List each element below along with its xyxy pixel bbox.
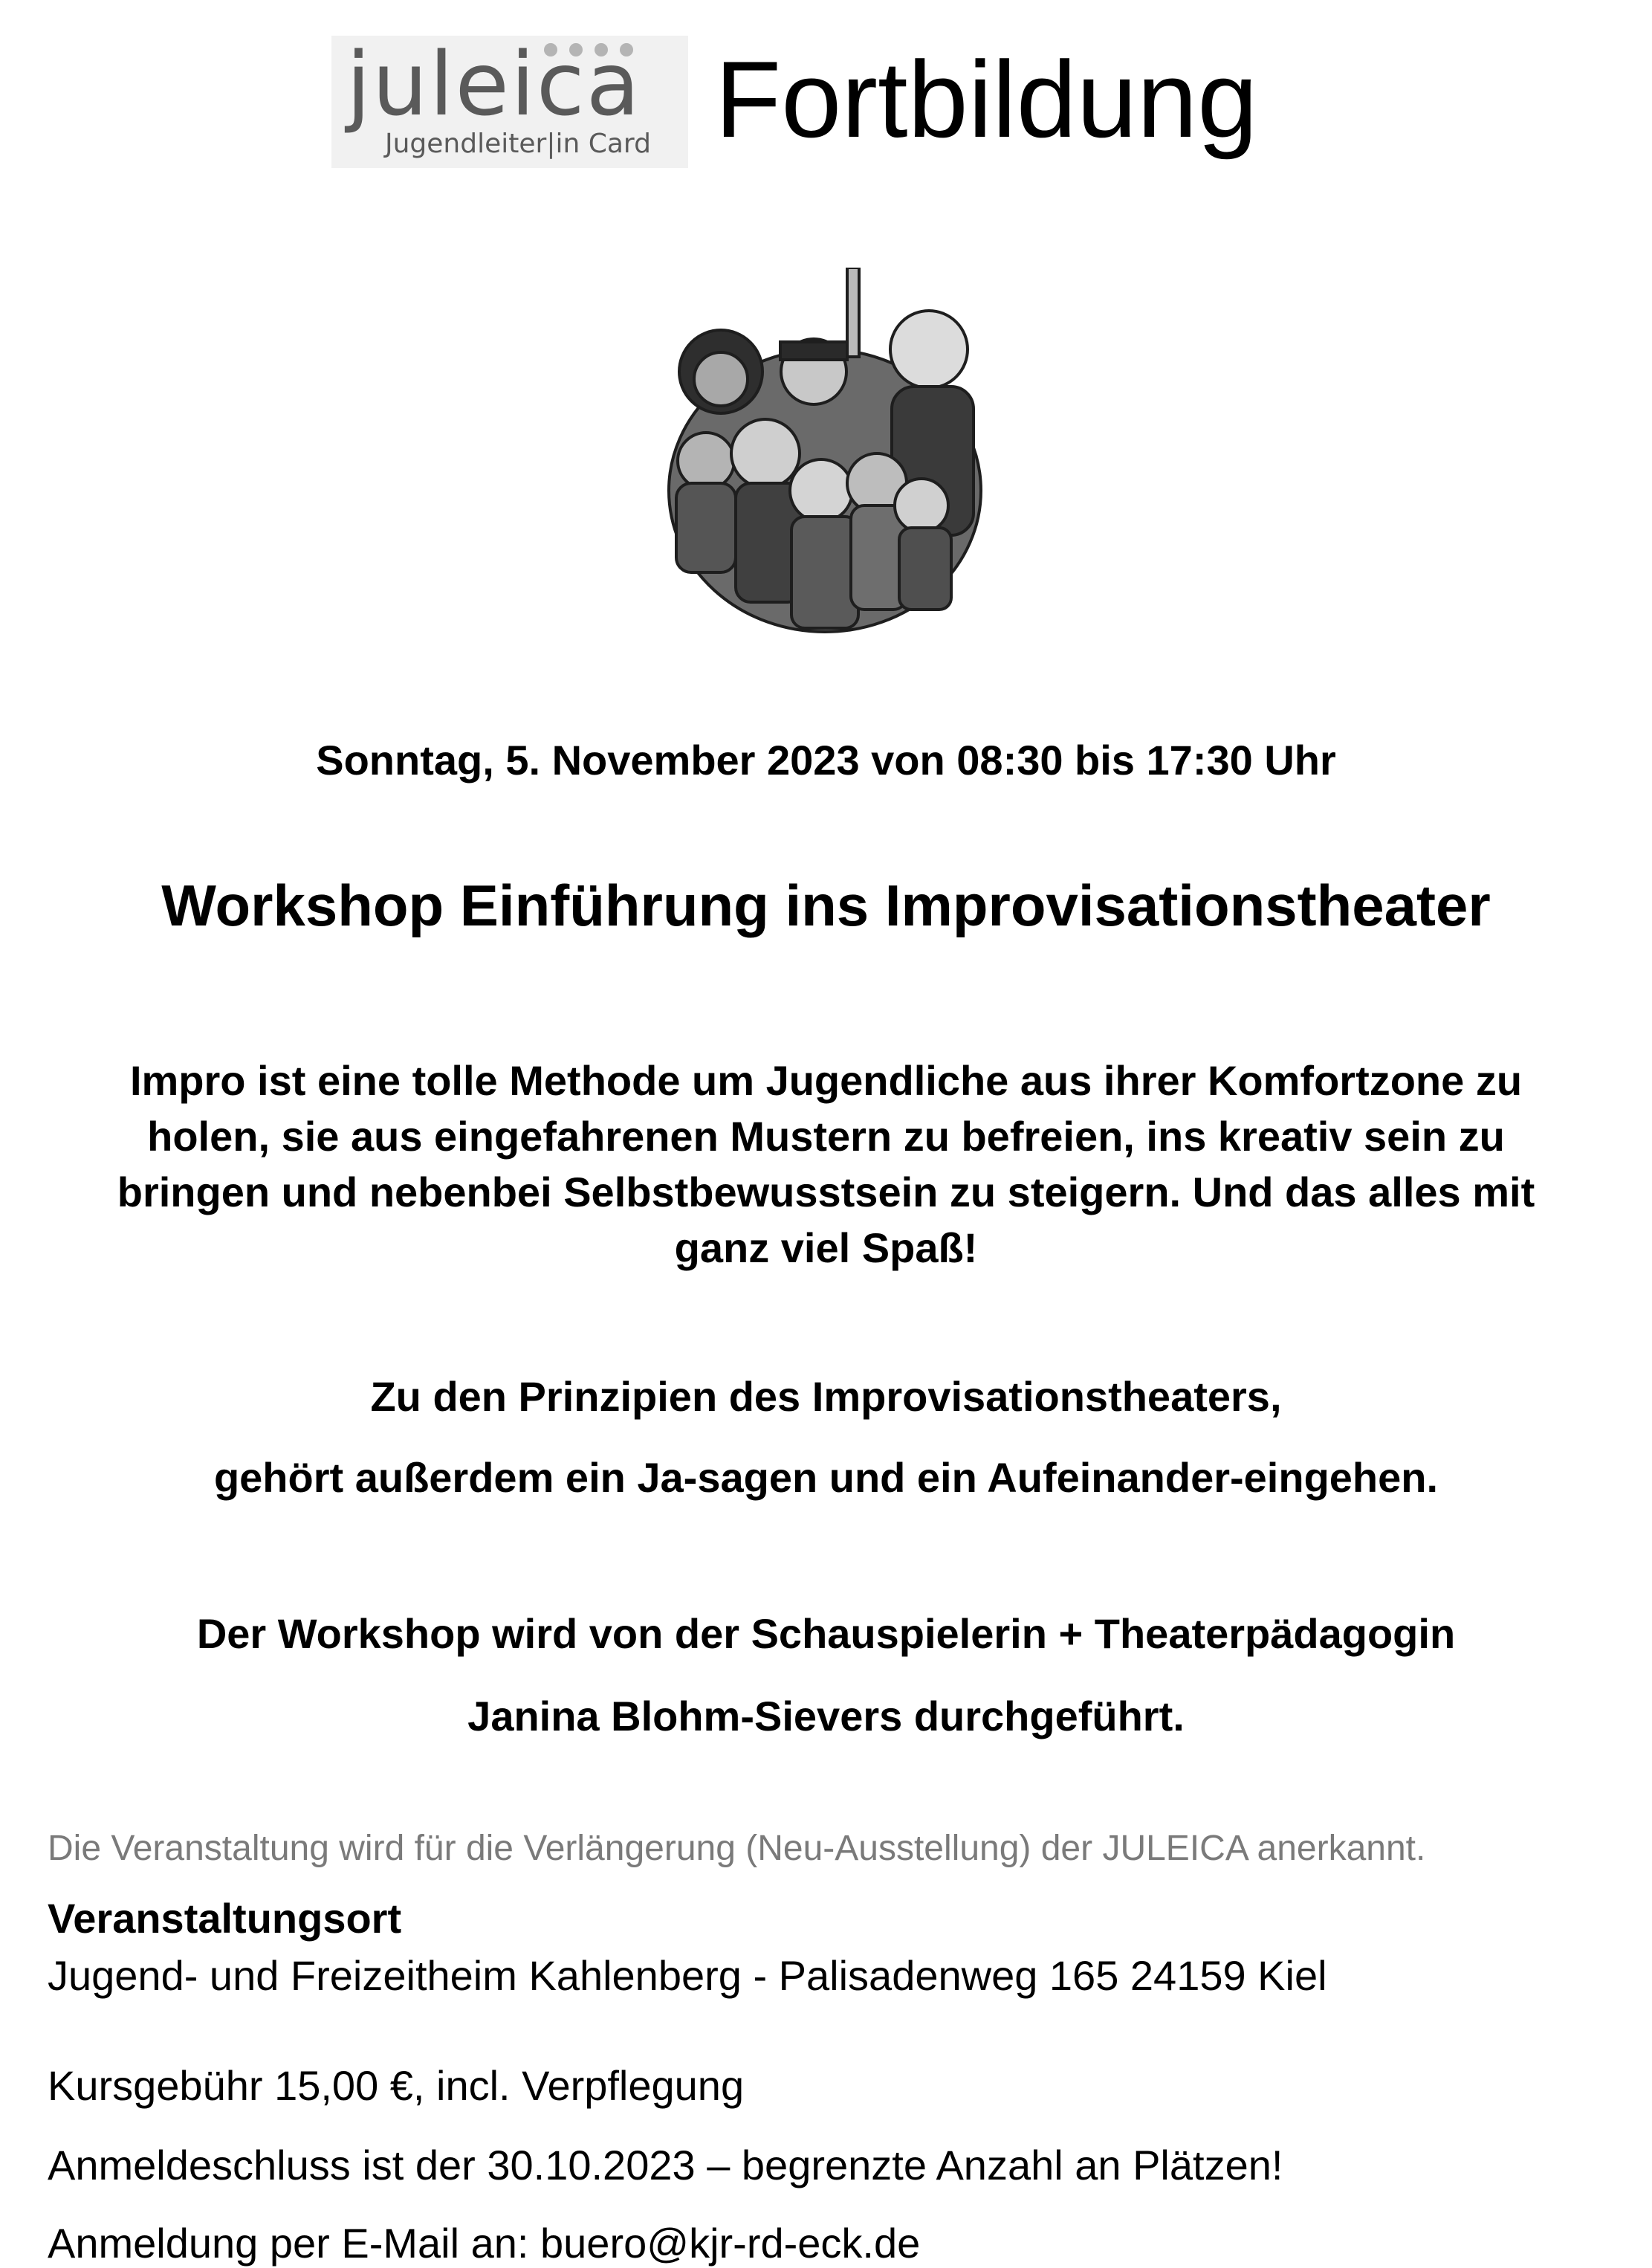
intro-paragraph [45,1053,1607,1276]
event-date: Sonntag, 5. November 2023 von 08:30 bis 17:30 Uhr [316,737,1336,784]
venue-address: Jugend- und Freizeitheim Kahlenberg - Palisadenweg 165 24159 Kiel [48,1952,1327,1999]
theater-group-illustration-icon [654,268,996,647]
intro-line: Impro ist eine tolle Methode um Jugendliche aus ihrer Komfortzone zu [129,1057,1523,1104]
registration-contact: Anmeldung per E-Mail an: buero@kjr-rd-eck.de [48,2220,921,2267]
venue-label: Veranstaltungsort [48,1895,402,1942]
leader-line-2: Janina Blohm-Sievers durchgeführt. [467,1693,1185,1739]
logo-wordmark: juleica [346,33,641,135]
logo-subline: Jugendleiter|in Card [385,129,651,159]
intro-line: bringen und nebenbei Selbstbewusstsein zu steigern. Und das alles mit [117,1169,1535,1215]
intro-line: holen, sie aus eingefahrenen Mustern zu befreien, ins kreativ sein zu [147,1113,1505,1160]
registration-deadline: Anmeldeschluss ist der 30.10.2023 – begrenzte Anzahl an Plätzen! [48,2142,1283,2188]
principles-line-1: Zu den Prinzipien des Improvisationstheaters, [370,1373,1282,1420]
recognition-note: Die Veranstaltung wird für die Verlängerung (Neu-Ausstellung) der JULEICA anerkannt. [48,1829,1426,1868]
course-fee: Kursgebühr 15,00 €, incl. Verpflegung [48,2062,745,2109]
leader-line-1: Der Workshop wird von der Schauspielerin + Theaterpädagogin [196,1610,1456,1657]
intro-line: ganz viel Spaß! [674,1224,978,1271]
principles-line-2: gehört außerdem ein Ja-sagen und ein Aufeinander-eingehen. [213,1454,1439,1501]
page-title: Fortbildung [715,39,1258,160]
juleica-logo [331,33,688,168]
workshop-title: Workshop Einführung ins Improvisationstheater [161,873,1491,938]
